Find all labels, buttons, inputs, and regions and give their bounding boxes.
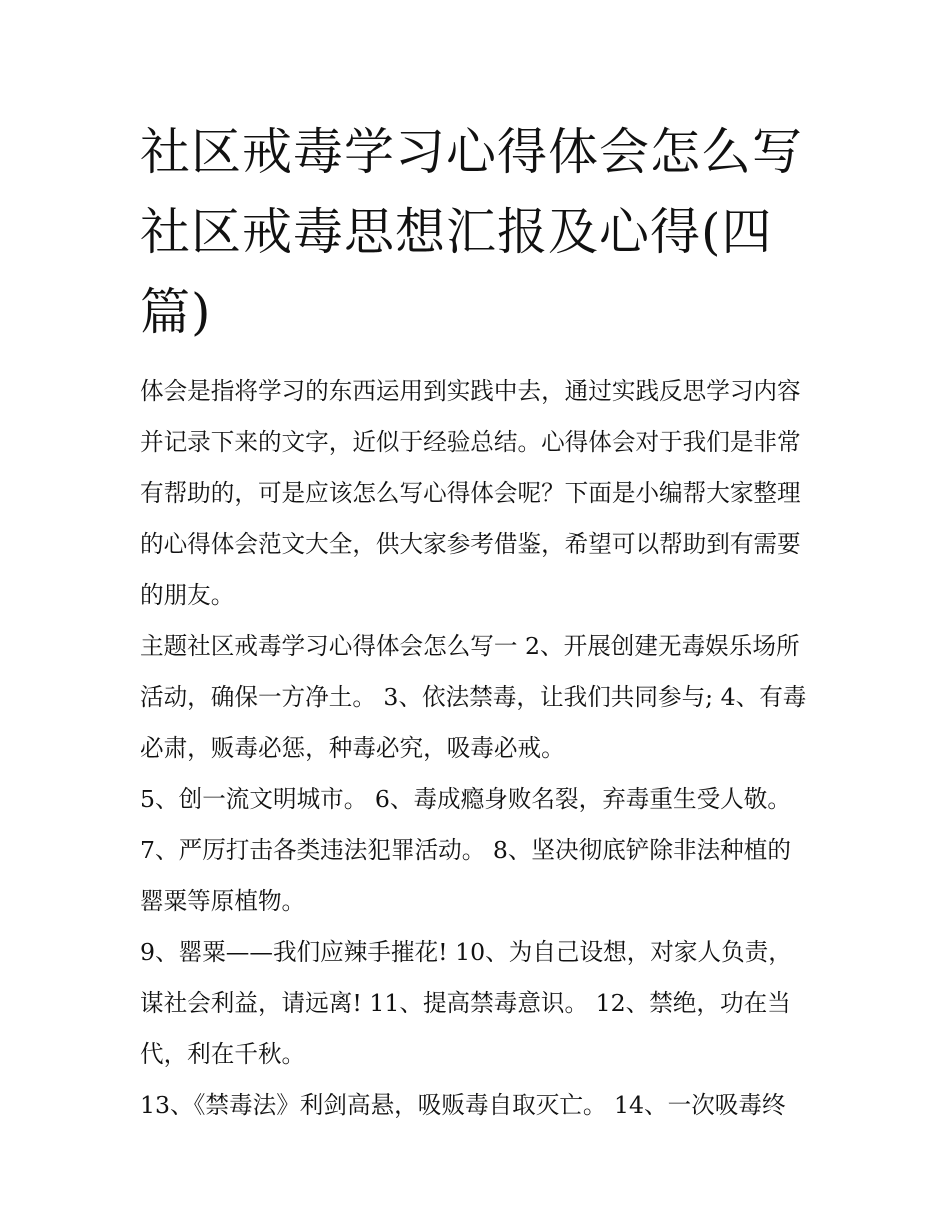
paragraph-slogans-3: 9、罂粟——我们应辣手摧花! 10、为自己设想，对家人负责，谋社会利益，请远离! 11、提高禁毒意识。 12、禁绝，功在当代，利在千秋。 — [140, 938, 792, 1068]
paragraph-slogans-1: 主题社区戒毒学习心得体会怎么写一 2、开展创建无毒娱乐场所活动，确保一方净土。 3、依法禁毒，让我们共同参与; 4、有毒必肃，贩毒必惩，种毒必究，吸毒必戒。 — [140, 632, 807, 762]
document-title: 社区戒毒学习心得体会怎么写社区戒毒思想汇报及心得(四篇) — [140, 123, 803, 341]
document-body — [140, 112, 812, 1131]
paragraph-slogans-2: 5、创一流文明城市。 6、毒成瘾身败名裂，弃毒重生受人敬。 7、严厉打击各类违法犯罪活动。 8、坚决彻底铲除非法种植的罂粟等原植物。 — [140, 785, 791, 915]
paragraph-intro: 体会是指将学习的东西运用到实践中去，通过实践反思学习内容并记录下来的文字，近似于经验总结。心得体会对于我们是非常有帮助的，可是应该怎么写心得体会呢？下面是小编帮大家整理的心得体会范文大全，供大家参考借鉴，希望可以帮助到有需要的朋友。 — [140, 377, 801, 609]
paragraph-slogans-4: 13、《禁毒法》利剑高悬，吸贩毒自取灭亡。 14、一次吸毒终 — [140, 1091, 786, 1119]
